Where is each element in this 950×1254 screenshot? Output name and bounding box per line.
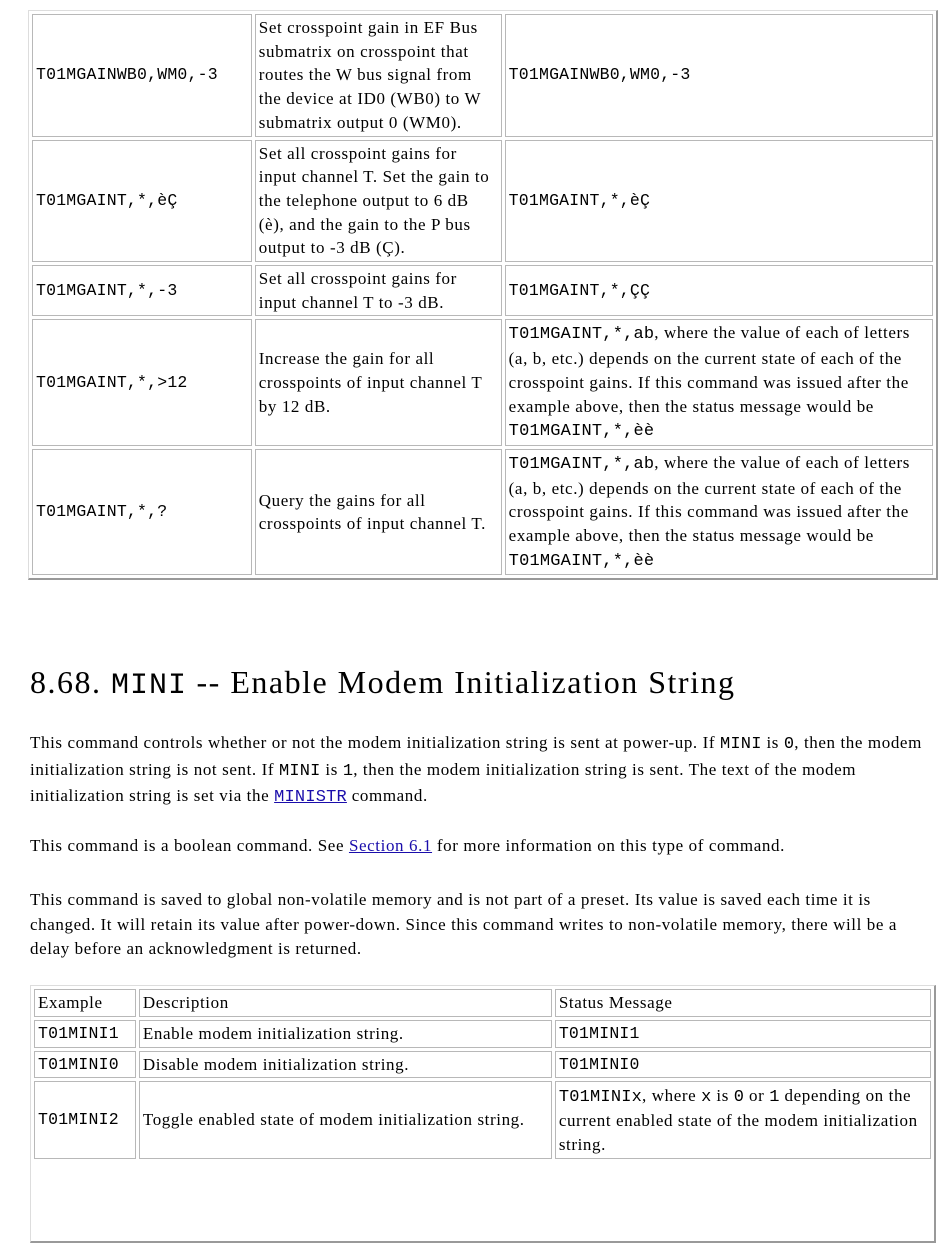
section-title: -- Enable Modem Initialization String xyxy=(187,664,736,700)
table-row xyxy=(32,140,933,263)
text-run: is xyxy=(320,759,343,779)
text-run: This command controls whether or not the modem initialization string is sent at power-up. If xyxy=(30,733,720,752)
status-code: T01MGAINT,*,ab xyxy=(508,454,655,474)
status-cell: T01MINI1 xyxy=(555,1020,931,1048)
text-run: , where xyxy=(642,1085,702,1105)
inline-code: 1 xyxy=(342,761,354,781)
status-cell xyxy=(505,319,933,446)
text-run: is xyxy=(711,1085,734,1105)
text-run: This command is a boolean command. See xyxy=(30,836,349,855)
status-cell xyxy=(555,1081,931,1159)
status-cell: T01MINI0 xyxy=(555,1051,931,1079)
description-cell: Disable modem initialization string. xyxy=(139,1051,552,1079)
example-cell: T01MINI2 xyxy=(34,1081,136,1159)
text-run: , then the modem initialization string is sent. The text of the modem initialization string is set via the xyxy=(30,759,857,805)
table-header-row xyxy=(34,989,931,1017)
status-code-example: T01MGAINT,*,èè xyxy=(508,422,655,442)
example-cell: T01MGAINT,*,èÇ xyxy=(32,140,252,263)
inline-code: MINI xyxy=(720,735,762,754)
table-row xyxy=(32,319,933,446)
description-cell: Set all crosspoint gains for input channel T to -3 dB. xyxy=(255,265,502,316)
description-cell: Set all crosspoint gains for input channel T. Set the gain to the telephone output to 6 dB (è), and the gain to the P bus output to -3 dB (Ç). xyxy=(255,140,502,263)
example-cell: T01MINI0 xyxy=(34,1051,136,1079)
status-cell: T01MGAINT,*,èÇ xyxy=(505,140,933,263)
filler-cell xyxy=(34,1162,931,1238)
status-code-example: T01MGAINT,*,èè xyxy=(508,551,655,571)
example-cell: T01MGAINT,*,? xyxy=(32,449,252,576)
description-cell: Toggle enabled state of modem initialization string. xyxy=(139,1081,552,1159)
example-cell: T01MGAINWB0,WM0,-3 xyxy=(32,14,252,137)
table-row xyxy=(32,449,933,576)
text-run: , then the modem initialization string is not sent. If xyxy=(30,733,922,779)
table-row xyxy=(32,14,933,137)
example-cell: T01MINI1 xyxy=(34,1020,136,1048)
status-cell xyxy=(505,449,933,576)
ministr-link[interactable]: MINISTR xyxy=(274,788,347,807)
section-heading xyxy=(30,660,735,708)
table-row xyxy=(34,1081,931,1159)
text-run: is xyxy=(761,733,784,752)
inline-code: 0 xyxy=(783,735,795,754)
text-run: command. xyxy=(346,786,428,805)
text-run: depending on the current enabled state of the modem initialization string. xyxy=(558,1085,918,1155)
status-cell: T01MGAINT,*,ÇÇ xyxy=(505,265,933,316)
status-code: T01MGAINT,*,ab xyxy=(508,325,655,345)
status-cell: T01MGAINWB0,WM0,-3 xyxy=(505,14,933,137)
mini-examples-table xyxy=(30,985,936,1243)
description-cell: Increase the gain for all crosspoints of input channel T by 12 dB. xyxy=(255,319,502,446)
section-6-1-link[interactable]: Section 6.1 xyxy=(348,836,433,855)
table-row xyxy=(34,1051,931,1079)
inline-code: x xyxy=(701,1087,712,1107)
inline-code: 1 xyxy=(769,1087,780,1107)
example-cell: T01MGAINT,*,>12 xyxy=(32,319,252,446)
header-description: Description xyxy=(139,989,552,1017)
text-run: or xyxy=(744,1085,770,1105)
table-row xyxy=(34,1020,931,1048)
section-number: 8.68. xyxy=(30,664,102,700)
header-status: Status Message xyxy=(555,989,931,1017)
section-command: MINI xyxy=(111,669,188,703)
status-text: , where the value of each of letters (a, b, etc.) depends on the current state of each of the crosspoint gains. If this command was issued after the example above, then the status message would be xyxy=(508,323,911,416)
header-example: Example xyxy=(34,989,136,1017)
description-cell: Enable modem initialization string. xyxy=(139,1020,552,1048)
status-text: , where the value of each of letters (a, b, etc.) depends on the current state of each of the crosspoint gains. If this command was issued after the example above, then the status message would be xyxy=(508,452,911,546)
memory-paragraph: This command is saved to global non-volatile memory and is not part of a preset. Its value is saved each time it is changed. It will retain its value after power-down. Since this command writes to non-volatile memory, there will be a delay before an acknowledgment is returned. xyxy=(30,890,898,958)
table-filler-row xyxy=(34,1162,931,1238)
inline-code: T01MINIx xyxy=(558,1087,643,1107)
intro-paragraph xyxy=(30,731,935,811)
example-cell: T01MGAINT,*,-3 xyxy=(32,265,252,316)
description-cell: Query the gains for all crosspoints of input channel T. xyxy=(255,449,502,576)
boolean-paragraph xyxy=(30,834,935,859)
text-run: for more information on this type of command. xyxy=(432,836,785,855)
table-row xyxy=(32,265,933,316)
inline-code: MINI xyxy=(278,761,321,781)
mgain-examples-table xyxy=(28,10,938,580)
description-cell: Set crosspoint gain in EF Bus submatrix on crosspoint that routes the W bus signal from the device at ID0 (WB0) to W submatrix output 0 (WM0). xyxy=(255,14,502,137)
inline-code: 0 xyxy=(733,1087,745,1107)
